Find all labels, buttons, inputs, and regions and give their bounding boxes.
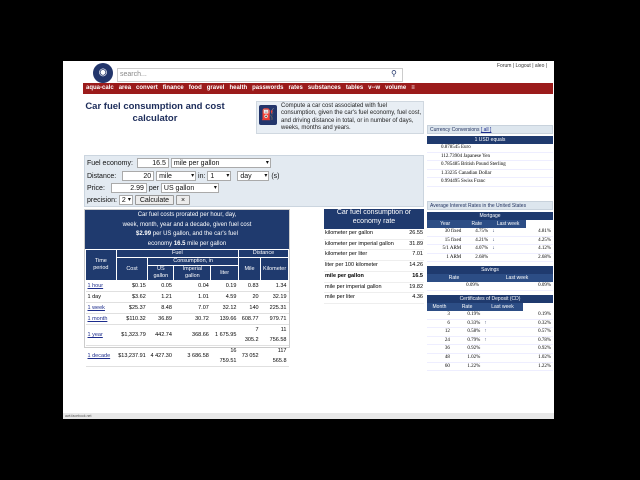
browser-page (63, 61, 554, 419)
col-usgal: US gallon (148, 266, 174, 281)
rate-cell: 0.92% (452, 345, 482, 354)
currency-rate: 112.73904 Japanese Yen (427, 152, 553, 161)
rate-cell: 0.09% (481, 282, 553, 290)
rate-cell: 0.19% (452, 311, 482, 319)
economy-table (324, 229, 424, 304)
rate-cell: 12 (427, 328, 452, 337)
table-row (324, 282, 424, 293)
col-header: Last week (490, 220, 526, 228)
description-box (256, 101, 424, 134)
cd-table (427, 303, 553, 371)
rate-cell: 3 (427, 311, 452, 319)
rate-cell (490, 253, 526, 262)
period-link[interactable]: 1 decade (87, 353, 111, 359)
period-link: 1 day (87, 294, 101, 300)
rate-cell: 1.22% (523, 362, 553, 371)
rate-cell: 0.32% (523, 319, 553, 328)
cell-mi: 608.77 (238, 314, 260, 325)
list-item (427, 178, 553, 187)
table-row (86, 346, 289, 367)
table-row (427, 253, 553, 262)
nav-item[interactable]: aqua-calc (86, 85, 114, 91)
currency-all-link[interactable]: [ all ] (480, 127, 492, 133)
table-row (324, 293, 424, 304)
status-bar: awt.facebook.net (63, 413, 554, 419)
distance-unit-select[interactable]: mile ▾ (156, 171, 196, 181)
cell-us: 0.05 (148, 281, 174, 292)
fuel-cost-table (85, 249, 289, 367)
result-header-line (85, 230, 289, 240)
currency-rate: 0.994495 Swiss Franc (427, 178, 553, 187)
search-icon[interactable]: ⚲ (391, 69, 397, 78)
cell-imp: 3 686.58 (174, 346, 211, 367)
economy-value: 4.36 (406, 293, 424, 304)
table-row (427, 328, 553, 337)
rate-cell: 2.68% (526, 253, 553, 262)
col-km: Kilometer (261, 258, 289, 281)
rate-cell: ↑ (482, 336, 522, 345)
search-input[interactable]: search... (117, 68, 403, 82)
col-header: Last week (482, 303, 522, 311)
economy-value: 14.26 (406, 261, 424, 272)
table-row (427, 282, 553, 290)
result-header-line: week, month, year and a decade, given fuel cost (122, 221, 252, 228)
rate-cell: 0.09% (427, 282, 481, 290)
period-link[interactable]: 1 month (87, 316, 108, 322)
cell-us: 1.21 (148, 292, 174, 303)
col-header: Year (427, 220, 463, 228)
currency-rate: 1.33235 Canadian Dollar (427, 169, 553, 178)
col-header: Rate (427, 274, 481, 282)
rate-cell (482, 311, 522, 319)
cell-imp: 0.04 (174, 281, 211, 292)
rate-cell: 0.79% (452, 336, 482, 345)
rate-cell: 60 (427, 362, 452, 371)
table-row (427, 236, 553, 245)
col-time: Time period (86, 250, 117, 281)
calculator-form (84, 155, 424, 207)
col-mile: Mile (238, 258, 260, 281)
economy-unit-select[interactable]: mile per gallon ▾ (171, 158, 271, 168)
table-row (427, 353, 553, 362)
result-header-text: economy (147, 240, 174, 247)
result-header-text: mile per gallon (185, 240, 227, 247)
cell-us: 8.48 (148, 303, 174, 314)
mortgage-head: Mortgage (427, 212, 553, 220)
nav-item[interactable]: rates (288, 85, 303, 91)
table-row (324, 261, 424, 272)
cell-l: 1 675.95 (211, 325, 239, 346)
economy-value: 16.5 (406, 271, 424, 282)
savings-head: Savings (427, 266, 553, 274)
result-header-line (85, 240, 289, 250)
table-row (86, 314, 289, 325)
rate-cell: ↓ (490, 236, 526, 245)
nav-item[interactable]: convert (136, 85, 158, 91)
nav-item[interactable]: gravel (206, 85, 225, 91)
cell-imp: 1.01 (174, 292, 211, 303)
price-input[interactable]: 2.99 (111, 183, 147, 193)
price-unit-select[interactable]: US gallon ▾ (161, 183, 219, 193)
economy-value: 19.82 (406, 282, 424, 293)
economy-label: liter per 100 kilometer (324, 261, 406, 272)
table-row (324, 239, 424, 250)
table-row (427, 336, 553, 345)
cell-mi: 0.83 (238, 281, 260, 292)
rate-cell: 1.22% (452, 362, 482, 371)
cell-cost: $25.37 (116, 303, 148, 314)
nav-item[interactable]: ≡ (411, 85, 415, 91)
table-row (86, 292, 289, 303)
price-label: Price: (87, 185, 105, 192)
nav-item[interactable]: finance (162, 85, 184, 91)
currency-rate: 0.878545 Euro (427, 144, 553, 152)
economy-panel (324, 209, 424, 304)
rate-cell: 0.19% (523, 311, 553, 319)
nav-item[interactable]: volume (385, 85, 407, 91)
fuel-cost-value: $2.99 (136, 231, 152, 237)
cell-l: 139.66 (211, 314, 239, 325)
col-fuel: Fuel (116, 250, 238, 258)
cell-us: 36.89 (148, 314, 174, 325)
rate-cell: 1 ARM (427, 253, 463, 262)
rate-cell: 0.57% (523, 328, 553, 337)
economy-value: 16.5 (173, 240, 186, 247)
cell-cost: $110.32 (116, 314, 148, 325)
col-cost: Cost (116, 258, 148, 281)
list-item (427, 169, 553, 178)
cell-mi: 7 305.2 (238, 325, 260, 346)
nav-bar (83, 83, 553, 94)
period-cell (86, 292, 117, 303)
fuel-pump-icon: ⛽ (259, 105, 277, 125)
rate-cell: 5/1 ARM (427, 245, 463, 254)
table-row (427, 245, 553, 254)
precision-select[interactable]: 2 ▾ (119, 195, 133, 205)
economy-label: Fuel economy: (87, 160, 133, 167)
currency-head: 1 USD equals (427, 136, 553, 144)
economy-label: kilometer per imperial gallon (324, 239, 406, 250)
col-distance: Distance (238, 250, 288, 258)
cell-km: 117 565.8 (261, 346, 289, 367)
precision-label: precision: (87, 197, 117, 204)
nav-item[interactable]: v--w (368, 85, 381, 91)
rate-cell: 0.78% (523, 336, 553, 345)
right-sidebar (427, 125, 553, 371)
page-title: Car fuel consumption and cost calculator (85, 101, 225, 124)
rate-cell (482, 345, 522, 354)
rate-cell: 0.33% (452, 319, 482, 328)
rate-cell: 48 (427, 353, 452, 362)
rate-cell: 4.12% (526, 245, 553, 254)
period-link[interactable]: 1 week (87, 305, 105, 311)
nav-item[interactable]: tables (345, 85, 364, 91)
cell-cost: $3.62 (116, 292, 148, 303)
table-row (427, 345, 553, 354)
period-select[interactable]: day ▾ (237, 171, 269, 181)
distance-input[interactable]: 20 (122, 171, 154, 181)
result-header-text: per US gallon, and the car's fuel (151, 231, 238, 237)
table-row (427, 228, 553, 236)
cell-us: 442.74 (148, 325, 174, 346)
rate-cell: 4.07% (463, 245, 490, 254)
cell-cost: $1,323.79 (116, 325, 148, 346)
col-impgal: Imperial gallon (174, 266, 211, 281)
in-label: in: (198, 173, 206, 180)
economy-value: 31.89 (406, 239, 424, 250)
s-label: (s) (271, 173, 280, 180)
period-cell (86, 314, 117, 325)
cell-cost: $13,237.91 (116, 346, 148, 367)
col-consumption: Consumption, in (148, 258, 239, 266)
cell-imp: 7.07 (174, 303, 211, 314)
cell-l: 0.19 (211, 281, 239, 292)
table-row (86, 303, 289, 314)
table-row (324, 271, 424, 282)
rate-cell: 1.02% (523, 353, 553, 362)
period-link[interactable]: 1 year (87, 332, 103, 338)
nav-item[interactable]: health (229, 85, 248, 91)
rate-cell: 6 (427, 319, 452, 328)
result-panel (84, 209, 290, 364)
rate-cell: 2.68% (463, 253, 490, 262)
cell-mi: 20 (238, 292, 260, 303)
col-header: Rate (452, 303, 482, 311)
cell-imp: 368.66 (174, 325, 211, 346)
rate-cell: 4.75% (463, 228, 490, 236)
currency-title-text: Currency Conversions (430, 127, 480, 133)
logo-icon[interactable]: ◉ (93, 63, 113, 83)
cell-km: 11 756.58 (261, 325, 289, 346)
nav-item[interactable]: passwords (252, 85, 284, 91)
cell-imp: 30.72 (174, 314, 211, 325)
economy-label: kilometer per gallon (324, 229, 406, 239)
period-cell (86, 281, 117, 292)
cell-l: 32.12 (211, 303, 239, 314)
rate-cell (482, 353, 522, 362)
rate-cell: 0.58% (452, 328, 482, 337)
cell-cost: $0.15 (116, 281, 148, 292)
per-label: per (148, 185, 159, 192)
result-header-line: Car fuel costs prorated per hour, day, (137, 212, 237, 218)
list-item (427, 152, 553, 161)
list-item (427, 161, 553, 170)
rate-cell: ↓ (490, 245, 526, 254)
table-row (427, 362, 553, 371)
rate-cell (482, 362, 522, 371)
period-cell (86, 303, 117, 314)
cell-us: 4 427.30 (148, 346, 174, 367)
top-links[interactable]: Forum | Logout | aleo | (497, 63, 548, 69)
cell-mi: 140 (238, 303, 260, 314)
rate-cell: 0.92% (523, 345, 553, 354)
rate-cell: 4.81% (526, 228, 553, 236)
distance-label: Distance: (87, 173, 117, 180)
col-header: Month (427, 303, 452, 311)
rate-cell: 4.25% (526, 236, 553, 245)
nav-item[interactable]: food (188, 85, 202, 91)
rate-cell: 24 (427, 336, 452, 345)
list-item (427, 144, 553, 152)
table-row (324, 250, 424, 261)
description-text: Compute a car cost associated with fuel consumption, given the car's fuel economy, fuel cost, and driving distance in total, or in number of days, weeks, months and years. (281, 103, 422, 131)
result-header (85, 210, 289, 249)
economy-label: mile per imperial gallon (324, 282, 406, 293)
cell-l: 16 759.51 (211, 346, 239, 367)
rate-cell: 4.21% (463, 236, 490, 245)
table-row (427, 319, 553, 328)
nav-item[interactable]: area (118, 85, 132, 91)
cell-l: 4.59 (211, 292, 239, 303)
period-cell (86, 325, 117, 346)
rate-cell: ↑ (482, 328, 522, 337)
clear-button[interactable]: × (176, 195, 190, 205)
nav-item[interactable]: substances (307, 85, 341, 91)
table-row (86, 281, 289, 292)
rate-cell: 30 fixed (427, 228, 463, 236)
calculate-button[interactable]: Calculate (135, 195, 174, 205)
currency-table (427, 144, 553, 187)
economy-header: Car fuel consumption or economy rate (324, 209, 424, 229)
economy-label: mile per gallon (324, 271, 406, 282)
period-count-select[interactable]: 1 ▾ (207, 171, 231, 181)
rate-cell: ↑ (482, 319, 522, 328)
cell-km: 1.34 (261, 281, 289, 292)
col-header: Last week (481, 274, 553, 282)
cell-mi: 73 052 (238, 346, 260, 367)
rate-cell: 1.02% (452, 353, 482, 362)
rate-cell: 36 (427, 345, 452, 354)
table-row (324, 229, 424, 239)
cell-km: 225.31 (261, 303, 289, 314)
col-liter: liter (211, 266, 239, 281)
economy-input[interactable]: 16.5 (137, 158, 169, 168)
period-link[interactable]: 1 hour (87, 283, 104, 289)
period-cell (86, 346, 117, 367)
economy-label: mile per liter (324, 293, 406, 304)
col-header: Rate (463, 220, 490, 228)
rate-cell: 15 fixed (427, 236, 463, 245)
economy-value: 26.55 (406, 229, 424, 239)
cell-km: 32.19 (261, 292, 289, 303)
table-row (427, 311, 553, 319)
cell-km: 979.71 (261, 314, 289, 325)
savings-table (427, 274, 553, 291)
table-row (86, 325, 289, 346)
currency-title (427, 125, 553, 134)
cd-head: Certificates of Deposit (CD) (427, 295, 553, 303)
economy-value: 7.01 (406, 250, 424, 261)
interest-title: Average Interest Rates in the United States (427, 201, 553, 210)
mortgage-table (427, 220, 553, 262)
rate-cell: ↓ (490, 228, 526, 236)
economy-label: kilometer per liter (324, 250, 406, 261)
currency-rate: 0.785485 British Pound Sterling (427, 161, 553, 170)
